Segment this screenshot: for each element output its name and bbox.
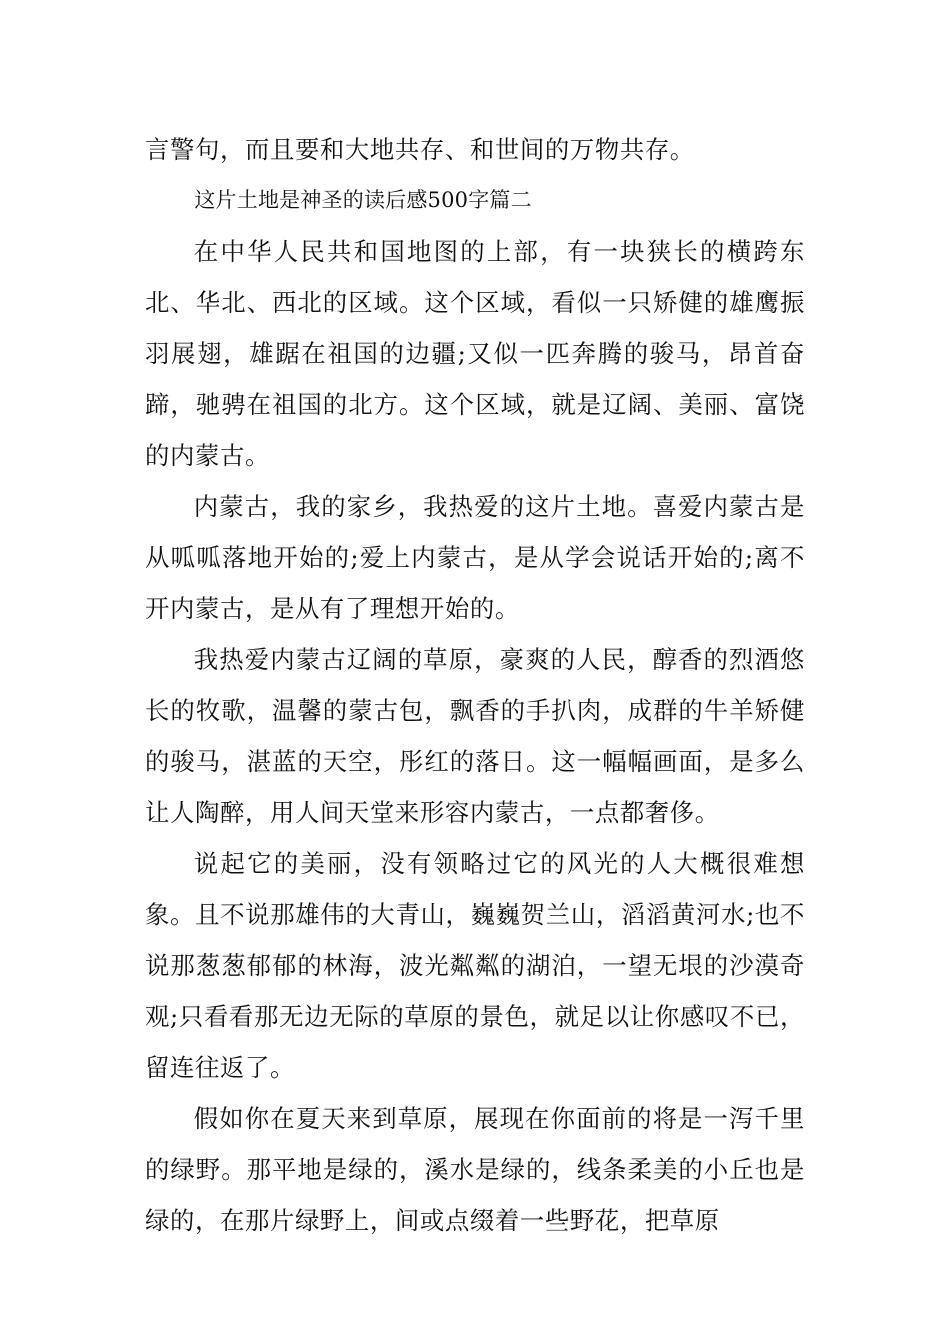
section-heading: 这片土地是神圣的读后感500字篇二 — [194, 188, 532, 212]
paragraph-hometown: 内蒙古，我的家乡，我热爱的这片土地。喜爱内蒙古是从呱呱落地开始的;爱上内蒙古，是从学会说话开始的;离不开内蒙古，是从有了理想开始的。 — [145, 492, 805, 623]
paragraph-continued: 言警句，而且要和大地共存、和世间的万物共存。 — [145, 135, 695, 164]
paragraph-summer: 假如你在夏天来到草原，展现在你面前的将是一泻千里的绿野。那平地是绿的，溪水是绿的，线条柔美的小丘也是绿的，在那片绿野上，间或点缀着一些野花，把草原 — [145, 1104, 805, 1235]
paragraph-scenery: 说起它的美丽，没有领略过它的风光的人大概很难想象。且不说那雄伟的大青山，巍巍贺兰山，滔滔黄河水;也不说那葱葱郁郁的林海，波光粼粼的湖泊，一望无垠的沙漠奇观;只看看那无边无际的草原的景色，就足以让你感叹不已，留连往返了。 — [145, 849, 805, 1082]
paragraph-map-region: 在中华人民共和国地图的上部，有一块狭长的横跨东北、华北、西北的区域。这个区域，看似一只矫健的雄鹰振羽展翅，雄踞在祖国的边疆;又似一匹奔腾的骏马，昂首奋蹄，驰骋在祖国的北方。这个区域，就是辽阔、美丽、富饶的内蒙古。 — [145, 237, 805, 470]
document-page — [145, 124, 805, 1246]
paragraph-grassland-love: 我热爱内蒙古辽阔的草原，豪爽的人民，醇香的烈酒悠长的牧歌，温馨的蒙古包，飘香的手扒肉，成群的牛羊矫健的骏马，湛蓝的天空，彤红的落日。这一幅幅画面，是多么让人陶醉，用人间天堂来形容内蒙古，一点都奢侈。 — [145, 645, 805, 827]
